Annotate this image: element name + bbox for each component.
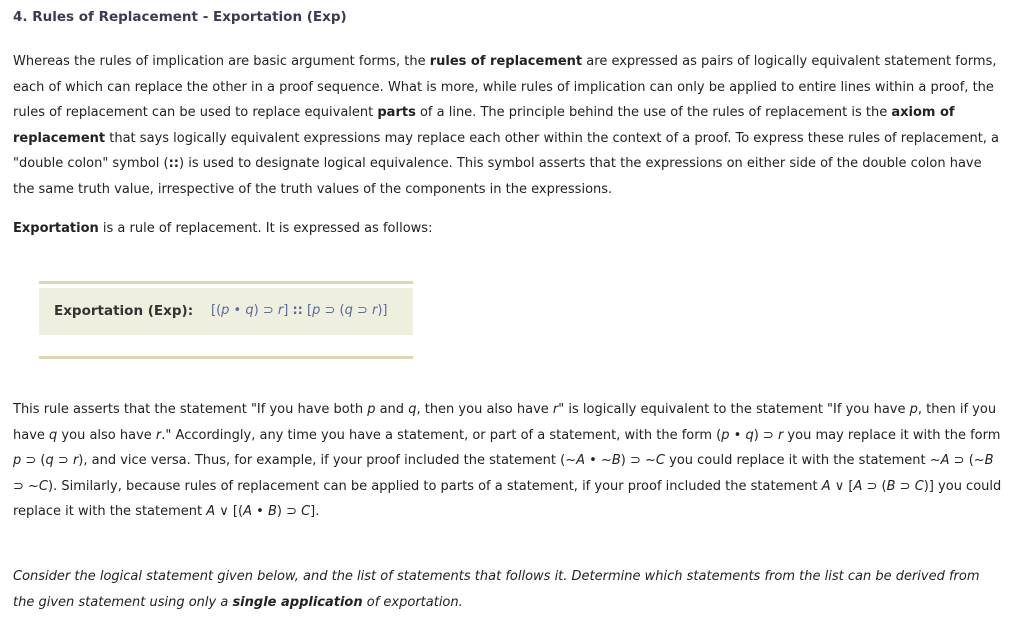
explanation-text: you also have bbox=[57, 427, 156, 443]
formula-var: p bbox=[312, 303, 321, 318]
explanation-var: r bbox=[72, 453, 79, 469]
explanation-var: B bbox=[267, 504, 277, 520]
explanation-text: , then if you have bbox=[13, 402, 997, 443]
explanation-text: ]. bbox=[310, 504, 320, 520]
formula-var: q bbox=[245, 303, 254, 318]
explanation-text: " is logically equivalent to the statement "If you have bbox=[558, 402, 910, 417]
explanation-text: ), and vice versa. Thus, for example, if your proof included the statement ( bbox=[78, 453, 566, 469]
formula-part: [ bbox=[302, 303, 313, 318]
explanation-text: you may replace it with the form bbox=[783, 427, 1001, 443]
intro-text: ) is used to designate logical equivalence. This symbol asserts that the expressions on either side of the double colon have the same truth value, irrespective of the truth values of the components in the expressions. bbox=[13, 156, 982, 197]
formula-part: ] bbox=[283, 303, 293, 318]
explanation-text: ⊃ ( bbox=[949, 453, 974, 469]
explanation-var: q bbox=[45, 453, 54, 469]
explanation-var: C bbox=[301, 504, 311, 520]
formula-part: [( bbox=[211, 303, 222, 318]
rule-formula bbox=[211, 303, 388, 318]
explanation-var: A bbox=[206, 504, 216, 520]
formula-part: )] bbox=[377, 303, 388, 318]
explanation-var: p bbox=[909, 402, 918, 417]
rule-box bbox=[39, 281, 413, 359]
explanation-text: )] you could replace it with the statement bbox=[13, 478, 1002, 520]
intro-text: Whereas the rules of implication are basic argument forms, the bbox=[13, 54, 430, 69]
intro-text: are expressed as pairs of logically equivalent statement forms, each of which can replace the other in a proof sequence. What is more, while rules of implication can only be applied to entire lines within a proof, the rules of replacement can be used to replace equivalent bbox=[13, 54, 997, 121]
explanation-var: q bbox=[745, 427, 754, 443]
explanation-text: ∨ [ bbox=[830, 478, 854, 494]
explanation-var: ~B bbox=[973, 453, 994, 469]
term-exportation: Exportation bbox=[13, 221, 99, 236]
formula-part: ⊃ bbox=[352, 303, 372, 318]
explanation-text: ⊃ ( bbox=[862, 478, 887, 494]
formula-part: ⊃ ( bbox=[320, 303, 345, 318]
explanation-var: A bbox=[243, 504, 252, 520]
explanation-var: r bbox=[552, 402, 559, 417]
formula-part: ) ⊃ bbox=[253, 303, 278, 318]
explanation-text: ∨ [( bbox=[215, 504, 244, 520]
explanation-var: A bbox=[821, 478, 831, 494]
definition-paragraph bbox=[13, 216, 1003, 242]
explanation-var: ~C bbox=[645, 453, 665, 469]
explanation-text: , then you also have bbox=[416, 402, 553, 417]
explanation-var: A bbox=[853, 478, 863, 494]
explanation-text: ). Similarly, because rules of replacement can be applied to parts of a statement, if your proof included the statement bbox=[48, 478, 822, 494]
explanation-text: ⊃ bbox=[895, 478, 915, 494]
explanation-var: ~A bbox=[929, 453, 950, 469]
explanation-var: q bbox=[408, 402, 417, 417]
instruction-text: Consider the logical statement given below, and the list of statements that follows it. Determine which statements from the list can be derived from the given statement using only a bbox=[13, 569, 980, 610]
explanation-var: p bbox=[367, 402, 376, 417]
formula-part: • bbox=[229, 303, 246, 318]
rule-box-panel bbox=[39, 288, 413, 335]
explanation-text: ) ⊃ bbox=[276, 504, 302, 520]
formula-var: q bbox=[344, 303, 353, 318]
intro-text: of a line. The principle behind the use of the rules of replacement is the bbox=[415, 105, 892, 121]
explanation-text: you could replace it with the statement bbox=[665, 453, 930, 469]
term-parts: parts bbox=[377, 105, 416, 121]
rule-box-top-bar bbox=[39, 281, 413, 284]
instruction-text: of exportation. bbox=[362, 594, 463, 610]
instruction-paragraph bbox=[13, 564, 1003, 615]
section-heading: 4. Rules of Replacement - Exportation (Exp) bbox=[13, 9, 347, 25]
intro-text: that says logically equivalent expressions may replace each other within the context of a proof. To express these rules of replacement, a "double colon" symbol ( bbox=[13, 130, 1000, 172]
explanation-text: ⊃ bbox=[13, 478, 29, 494]
explanation-var: r bbox=[777, 427, 784, 443]
explanation-var: C bbox=[914, 478, 924, 494]
formula-var: r bbox=[277, 303, 284, 318]
explanation-var: ~C bbox=[28, 478, 49, 494]
explanation-var: r bbox=[155, 427, 162, 443]
explanation-text: ) ⊃ bbox=[620, 453, 646, 469]
term-axiom-of-replacement: axiom of replacement bbox=[13, 105, 955, 146]
term-rules-of-replacement: rules of replacement bbox=[429, 54, 583, 69]
term-single-application: single application bbox=[232, 594, 363, 610]
double-colon-symbol: :: bbox=[168, 156, 179, 172]
definition-text: is a rule of replacement. It is expressed as follows: bbox=[98, 221, 433, 236]
formula-var: r bbox=[372, 303, 378, 318]
explanation-var: q bbox=[49, 427, 58, 443]
explanation-text: ) ⊃ bbox=[753, 427, 778, 443]
explanation-var: ~A bbox=[565, 453, 586, 469]
explanation-var: B bbox=[886, 478, 896, 494]
explanation-text: • bbox=[729, 427, 746, 443]
explanation-var: p bbox=[721, 427, 730, 443]
explanation-text: and bbox=[375, 402, 409, 417]
explanation-var: ~B bbox=[600, 453, 621, 469]
explanation-paragraph bbox=[13, 397, 1003, 525]
formula-double-colon: :: bbox=[292, 303, 303, 318]
explanation-text: • bbox=[585, 453, 601, 469]
explanation-text: This rule asserts that the statement "If you have both bbox=[13, 402, 368, 417]
rule-box-bottom-bar bbox=[39, 356, 413, 359]
explanation-text: ." Accordingly, any time you have a statement, or part of a statement, with the form ( bbox=[161, 427, 722, 443]
intro-paragraph bbox=[13, 49, 1003, 203]
explanation-text: ⊃ ( bbox=[21, 453, 46, 469]
explanation-text: ⊃ bbox=[53, 453, 73, 469]
explanation-var: p bbox=[13, 453, 22, 469]
explanation-text: • bbox=[252, 504, 268, 520]
formula-var: p bbox=[221, 303, 230, 318]
rule-label: Exportation (Exp): bbox=[54, 303, 194, 319]
